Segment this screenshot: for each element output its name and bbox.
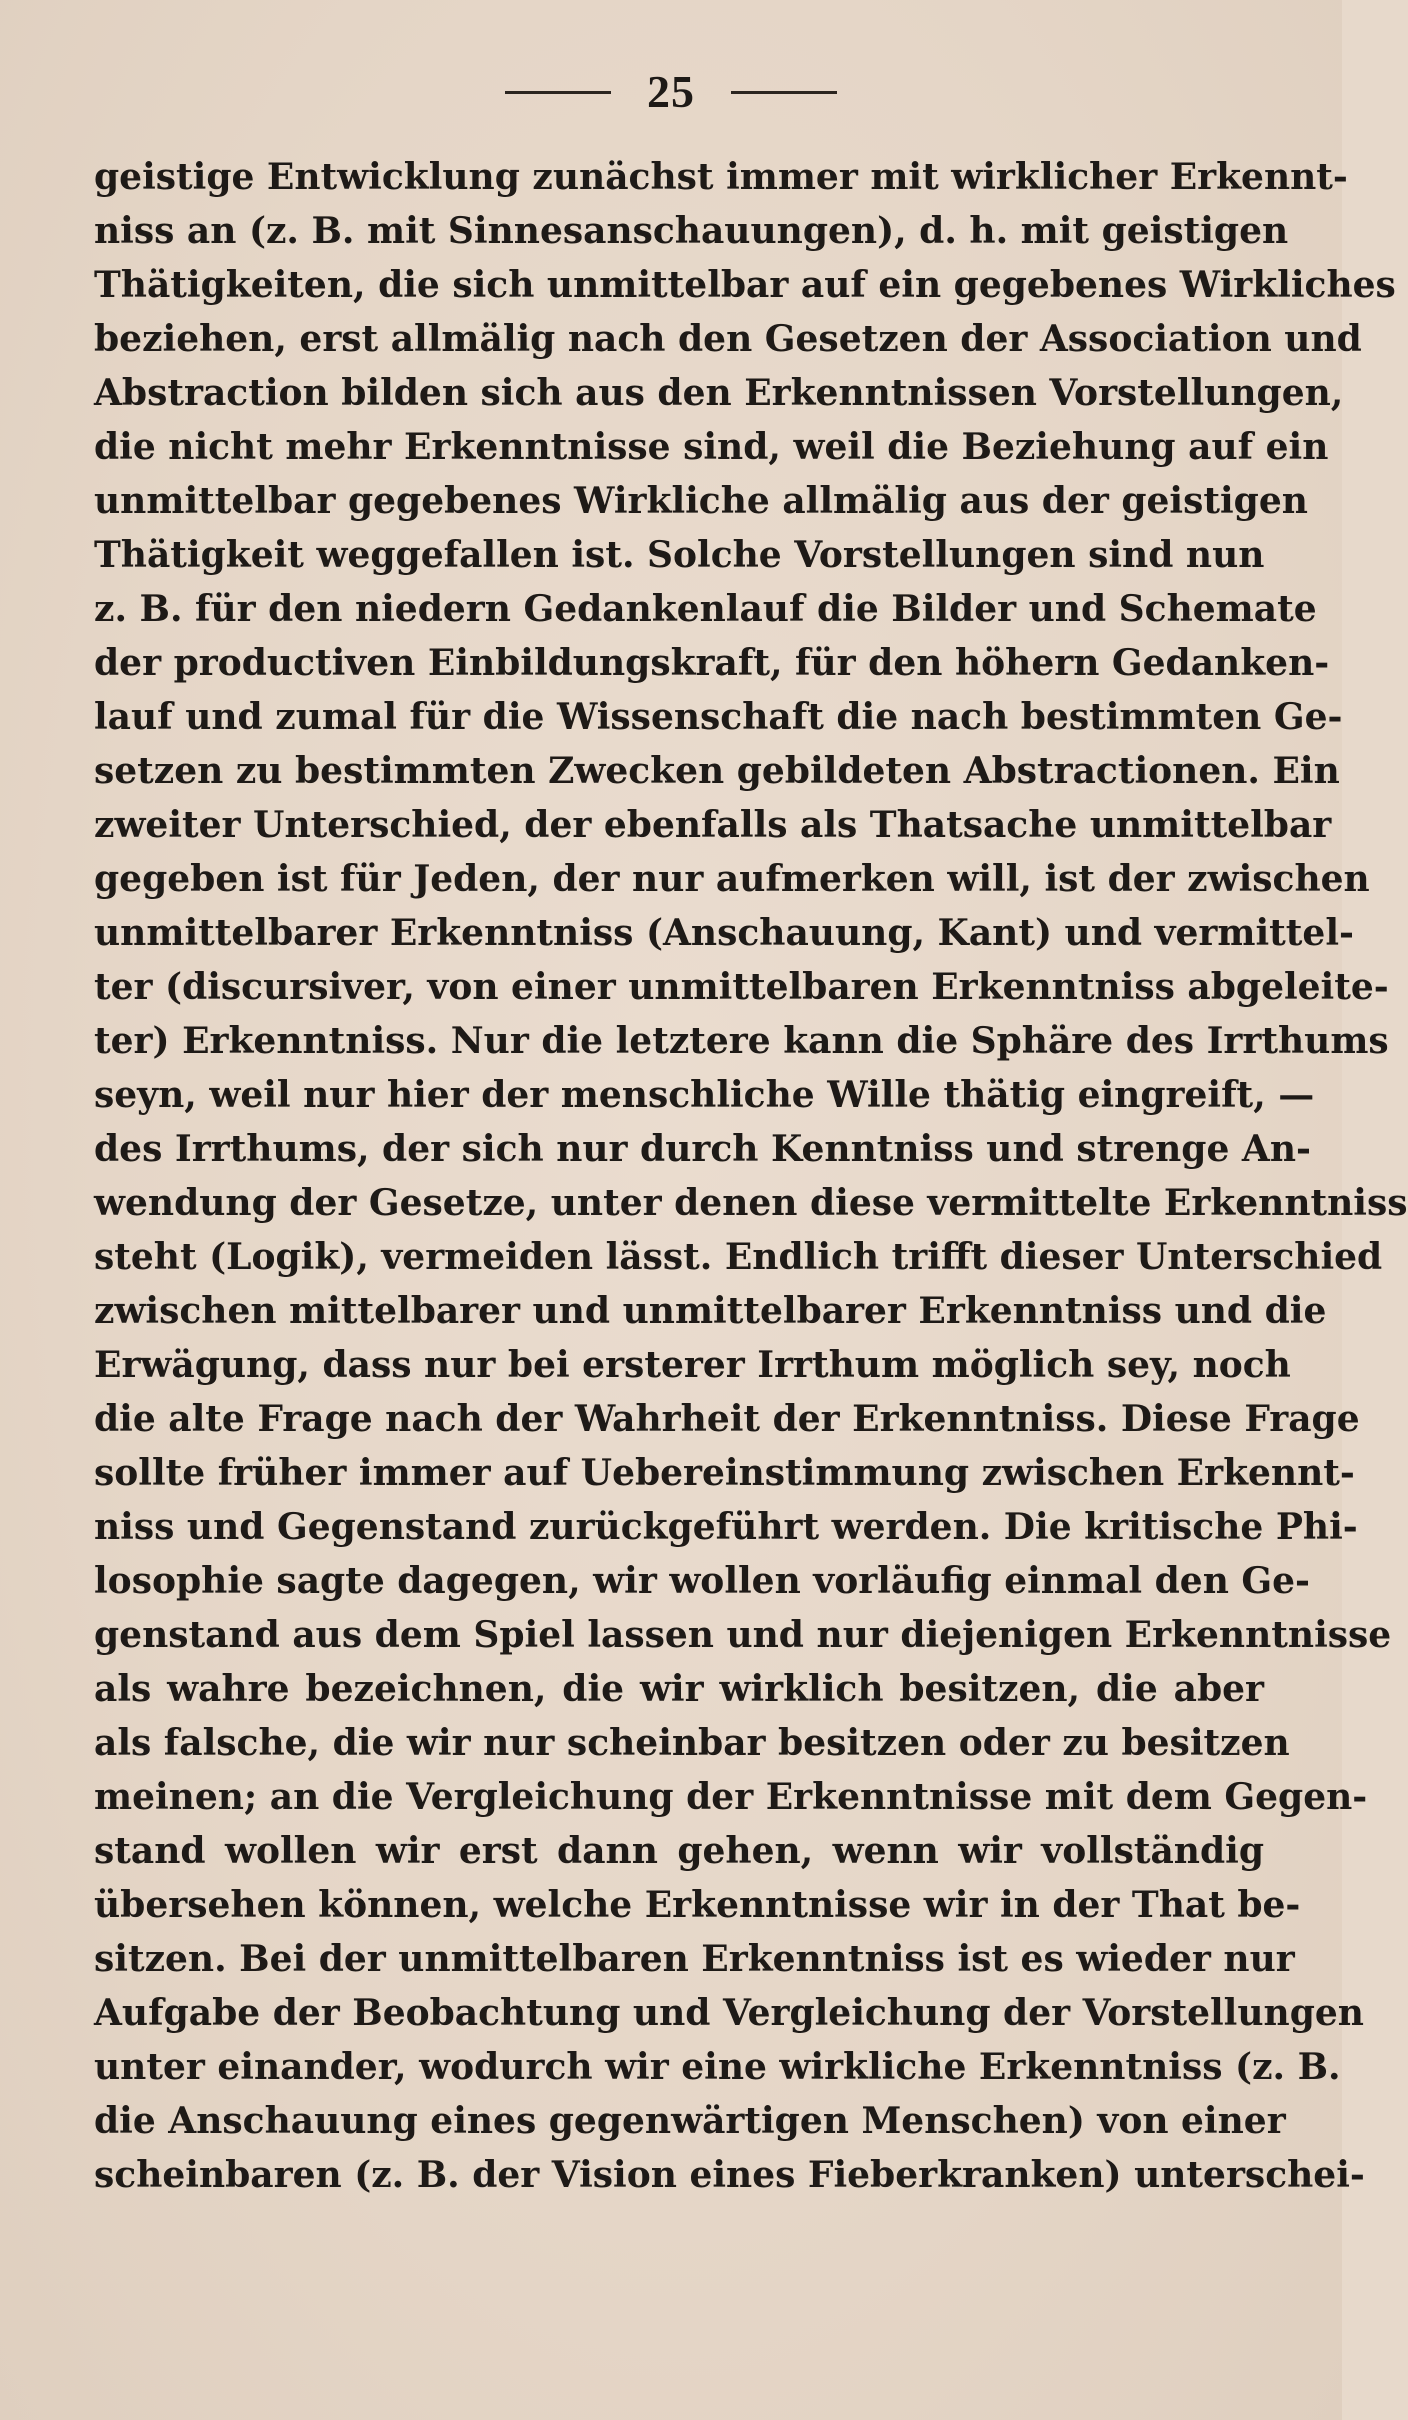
text-line: als falsche, die wir nur scheinbar besitzen oder zu besitzen (94, 1722, 1290, 1764)
page-header (0, 62, 1342, 122)
text-line: als wahre bezeichnen, die wir wirklich besitzen, die aber (94, 1668, 1264, 1710)
text-line: Thätigkeiten, die sich unmittelbar auf ein gegebenes Wirkliches (94, 264, 1396, 306)
text-line: unter einander, wodurch wir eine wirkliche Erkenntniss (z. B. (94, 2046, 1341, 2088)
text-line: unmittelbarer Erkenntniss (Anschauung, Kant) und vermittel- (94, 912, 1354, 954)
text-line: sollte früher immer auf Uebereinstimmung zwischen Erkennt- (94, 1452, 1355, 1494)
page-number: 25 (647, 66, 695, 117)
text-line: übersehen können, welche Erkenntnisse wir in der That be- (94, 1884, 1301, 1926)
text-line: seyn, weil nur hier der menschliche Wille thätig eingreift, — (94, 1074, 1315, 1116)
text-line: geistige Entwicklung zunächst immer mit wirklicher Erkennt- (94, 156, 1348, 198)
text-line: genstand aus dem Spiel lassen und nur diejenigen Erkenntnisse (94, 1614, 1392, 1656)
text-line: gegeben ist für Jeden, der nur aufmerken will, ist der zwischen (94, 858, 1370, 900)
header-rule-right (731, 91, 837, 94)
text-line: die nicht mehr Erkenntnisse sind, weil die Beziehung auf ein (94, 426, 1329, 468)
text-line: zwischen mittelbarer und unmittelbarer Erkenntniss und die (94, 1290, 1327, 1332)
text-line: stand wollen wir erst dann gehen, wenn wir vollständig (94, 1830, 1264, 1872)
text-line: scheinbaren (z. B. der Vision eines Fieberkranken) unterschei- (94, 2154, 1365, 2196)
text-line: beziehen, erst allmälig nach den Gesetzen der Association und (94, 318, 1362, 360)
text-line: meinen; an die Vergleichung der Erkenntnisse mit dem Gegen- (94, 1776, 1368, 1818)
text-line: niss und Gegenstand zurückgeführt werden. Die kritische Phi- (94, 1506, 1358, 1548)
text-line: lauf und zumal für die Wissenschaft die nach bestimmten Ge- (94, 696, 1343, 738)
text-line: steht (Logik), vermeiden lässt. Endlich trifft dieser Unterschied (94, 1236, 1383, 1278)
header-rule-left (505, 91, 611, 94)
text-line: Abstraction bilden sich aus den Erkenntnissen Vorstellungen, (94, 372, 1344, 414)
text-line: unmittelbar gegebenes Wirkliche allmälig aus der geistigen (94, 480, 1308, 522)
text-line: wendung der Gesetze, unter denen diese vermittelte Erkenntniss (94, 1182, 1408, 1224)
text-line: die Anschauung eines gegenwärtigen Menschen) von einer (94, 2100, 1286, 2142)
text-line: setzen zu bestimmten Zwecken gebildeten Abstractionen. Ein (94, 750, 1340, 792)
text-line: die alte Frage nach der Wahrheit der Erkenntniss. Diese Frage (94, 1398, 1360, 1440)
text-line: des Irrthums, der sich nur durch Kenntniss und strenge An- (94, 1128, 1311, 1170)
text-line: niss an (z. B. mit Sinnesanschauungen), d. h. mit geistigen (94, 210, 1289, 252)
text-line: Thätigkeit weggefallen ist. Solche Vorstellungen sind nun (94, 534, 1265, 576)
text-line: Aufgabe der Beobachtung und Vergleichung der Vorstellungen (94, 1992, 1364, 2034)
text-line: zweiter Unterschied, der ebenfalls als Thatsache unmittelbar (94, 804, 1332, 846)
text-line: Erwägung, dass nur bei ersterer Irrthum möglich sey, noch (94, 1344, 1291, 1386)
body-text (94, 150, 1408, 2202)
text-line: ter (discursiver, von einer unmittelbaren Erkenntniss abgeleite- (94, 966, 1389, 1008)
text-line: der productiven Einbildungskraft, für den höhern Gedanken- (94, 642, 1330, 684)
text-line: losophie sagte dagegen, wir wollen vorläufig einmal den Ge- (94, 1560, 1310, 1602)
text-line: sitzen. Bei der unmittelbaren Erkenntniss ist es wieder nur (94, 1938, 1295, 1980)
text-line: z. B. für den niedern Gedankenlauf die Bilder und Schemate (94, 588, 1317, 630)
text-line: ter) Erkenntniss. Nur die letztere kann die Sphäre des Irrthums (94, 1020, 1389, 1062)
